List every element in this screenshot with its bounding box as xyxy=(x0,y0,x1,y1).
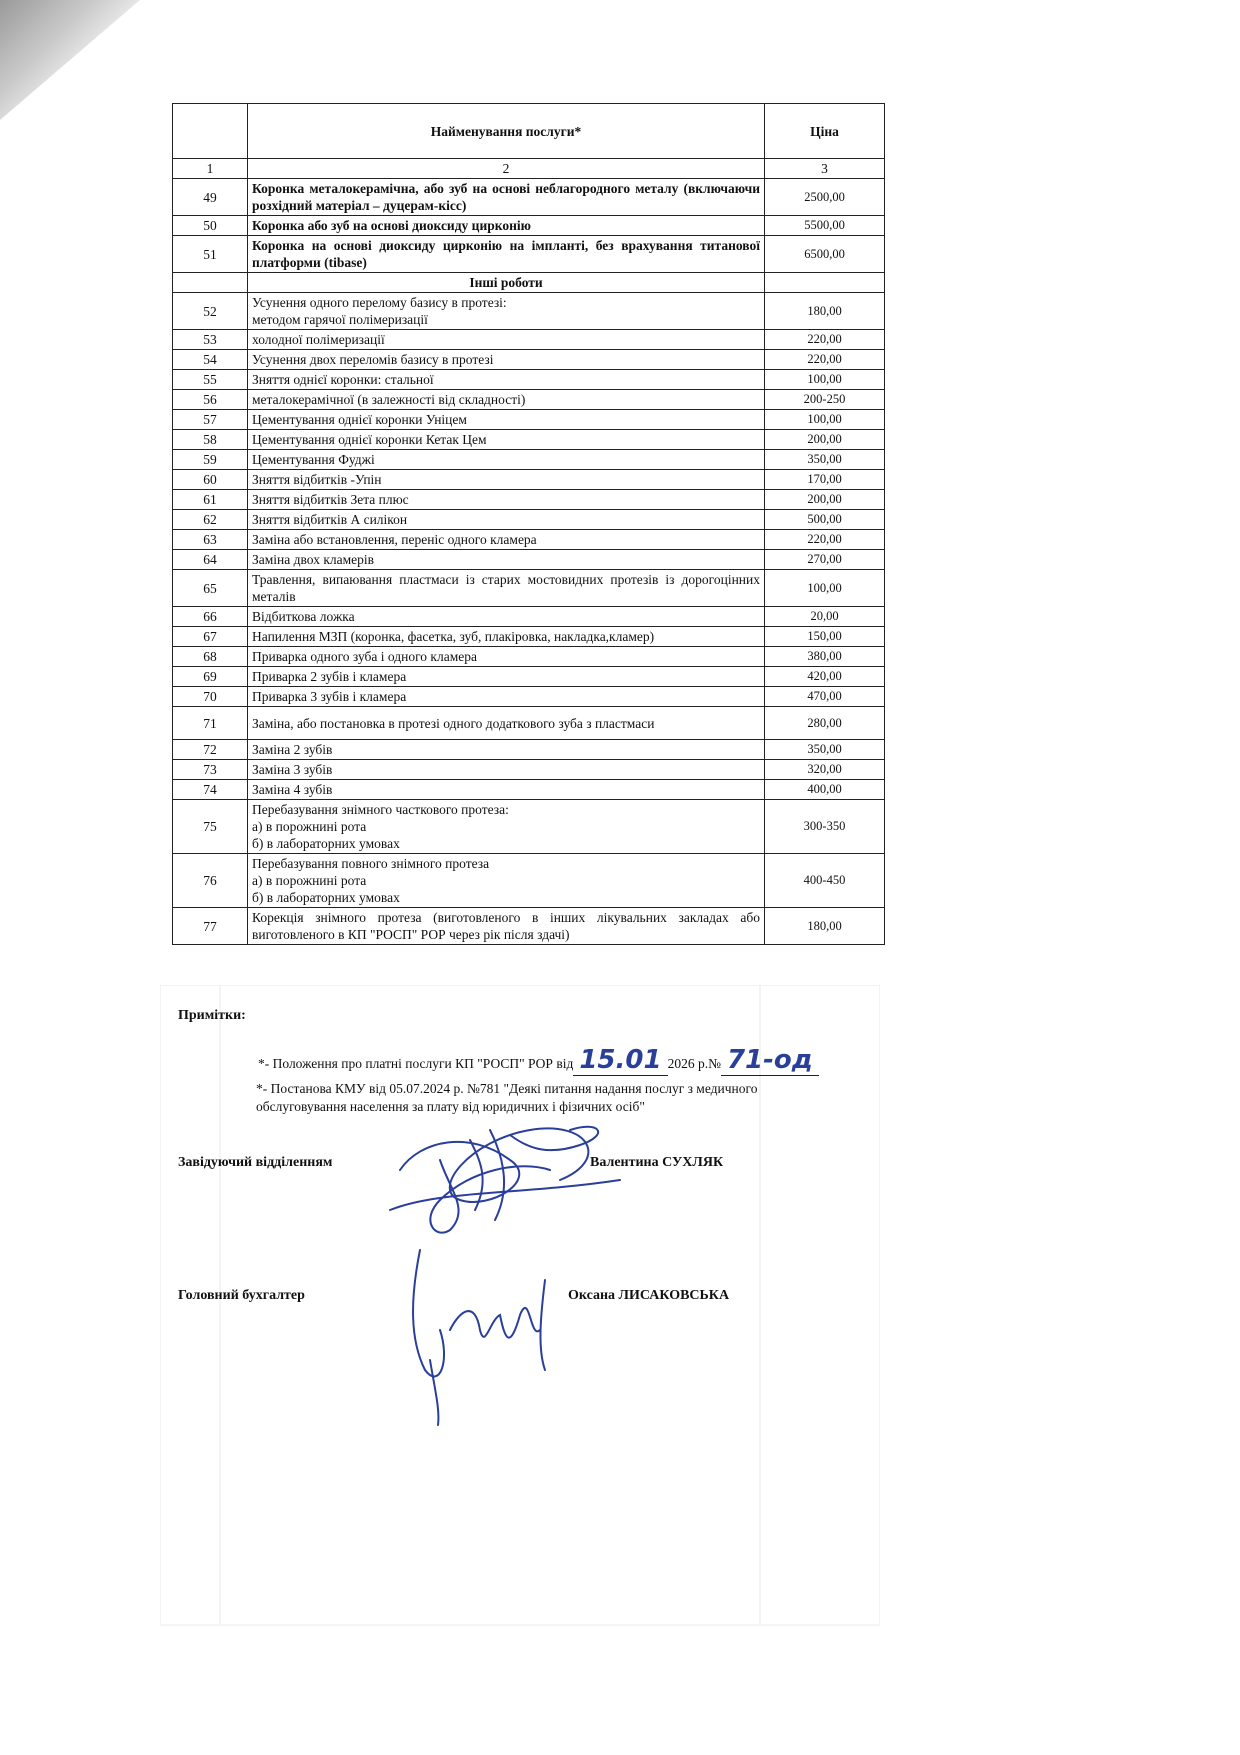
table-row xyxy=(173,330,885,350)
row-number: 69 xyxy=(173,667,248,687)
service-name: Заміна 2 зубів xyxy=(248,740,765,760)
service-name: Перебазування повного знімного протеза а) в порожнині рота б) в лабораторних умовах xyxy=(248,854,765,908)
service-price: 180,00 xyxy=(765,293,885,330)
service-price: 500,00 xyxy=(765,510,885,530)
service-price: 400-450 xyxy=(765,854,885,908)
bleed-through-ghost-table xyxy=(160,985,880,1635)
header-name-cell: Найменування послуги* xyxy=(248,104,765,159)
service-name: Напилення МЗП (коронка, фасетка, зуб, плакіровка, накладка,кламер) xyxy=(248,627,765,647)
price-table-body xyxy=(173,104,885,945)
column-number-2: 2 xyxy=(248,159,765,179)
service-price: 220,00 xyxy=(765,350,885,370)
row-number: 75 xyxy=(173,800,248,854)
table-row xyxy=(173,430,885,450)
service-name: Перебазування знімного часткового протеза: а) в порожнині рота б) в лабораторних умовах xyxy=(248,800,765,854)
service-price: 380,00 xyxy=(765,647,885,667)
service-price: 2500,00 xyxy=(765,179,885,216)
row-number: 52 xyxy=(173,293,248,330)
service-name: Коронка на основі диоксиду цирконію на імпланті, без врахування титанової платформи (tibase) xyxy=(248,236,765,273)
row-number: 65 xyxy=(173,570,248,607)
scanned-page-corner-fold xyxy=(0,0,140,120)
table-row xyxy=(173,216,885,236)
service-name: Зняття однієї коронки: стальної xyxy=(248,370,765,390)
row-number: 59 xyxy=(173,450,248,470)
service-price: 470,00 xyxy=(765,687,885,707)
table-row xyxy=(173,607,885,627)
section-price-cell xyxy=(765,273,885,293)
row-number: 55 xyxy=(173,370,248,390)
row-number: 66 xyxy=(173,607,248,627)
service-name: Заміна, або постановка в протезі одного додаткового зуба з пластмаси xyxy=(248,707,765,740)
table-row xyxy=(173,908,885,945)
table-row xyxy=(173,350,885,370)
service-name: Заміна 3 зубів xyxy=(248,760,765,780)
note-resolution: *- Постанова КМУ від 05.07.2024 р. №781 "Деякі питання надання послуг з медичного обслуговування населення за плату від юридичних і фізичних осіб" xyxy=(256,1081,758,1114)
notes-title: Примітки: xyxy=(178,1008,246,1023)
header-num-cell xyxy=(173,104,248,159)
table-row xyxy=(173,854,885,908)
service-price: 180,00 xyxy=(765,908,885,945)
service-price: 300-350 xyxy=(765,800,885,854)
row-number: 77 xyxy=(173,908,248,945)
table-row xyxy=(173,760,885,780)
table-row xyxy=(173,647,885,667)
service-price: 420,00 xyxy=(765,667,885,687)
service-price: 100,00 xyxy=(765,570,885,607)
chief-accountant-name: Оксана ЛИСАКОВСЬКА xyxy=(568,1288,730,1303)
column-number-3: 3 xyxy=(765,159,885,179)
row-number: 70 xyxy=(173,687,248,707)
service-name: Цементування однієї коронки Уніцем xyxy=(248,410,765,430)
service-price: 200-250 xyxy=(765,390,885,410)
table-row xyxy=(173,510,885,530)
service-name: Зняття відбитків А силікон xyxy=(248,510,765,530)
service-name: Усунення двох переломів базису в протезі xyxy=(248,350,765,370)
row-number: 76 xyxy=(173,854,248,908)
table-row xyxy=(173,550,885,570)
table-row xyxy=(173,370,885,390)
service-name: Заміна 4 зубів xyxy=(248,780,765,800)
row-number: 49 xyxy=(173,179,248,216)
service-name: холодної полімеризації xyxy=(248,330,765,350)
service-name: Травлення, випаювання пластмаси із старих мостовидних протезів із дорогоцінних металів xyxy=(248,570,765,607)
head-of-department-title: Завідуючий відділенням xyxy=(178,1155,333,1170)
service-name: Усунення одного перелому базису в протезі: методом гарячої полімеризації xyxy=(248,293,765,330)
row-number: 63 xyxy=(173,530,248,550)
table-header-row xyxy=(173,104,885,159)
service-name: Заміна двох кламерів xyxy=(248,550,765,570)
row-number: 64 xyxy=(173,550,248,570)
row-number: 71 xyxy=(173,707,248,740)
service-price: 150,00 xyxy=(765,627,885,647)
service-price: 350,00 xyxy=(765,450,885,470)
table-row xyxy=(173,470,885,490)
table-row xyxy=(173,410,885,430)
service-name: Зняття відбитків Зета плюс xyxy=(248,490,765,510)
service-name: металокерамічної (в залежності від складності) xyxy=(248,390,765,410)
service-name: Цементування однієї коронки Кетак Цем xyxy=(248,430,765,450)
row-number: 73 xyxy=(173,760,248,780)
note-regulation-year: 2026 р.№ xyxy=(667,1056,721,1071)
service-price: 170,00 xyxy=(765,470,885,490)
column-number-row xyxy=(173,159,885,179)
service-name: Відбиткова ложка xyxy=(248,607,765,627)
price-table xyxy=(172,103,885,945)
service-name: Зняття відбитків -Упін xyxy=(248,470,765,490)
service-price: 320,00 xyxy=(765,760,885,780)
service-price: 20,00 xyxy=(765,607,885,627)
table-row xyxy=(173,667,885,687)
service-price: 400,00 xyxy=(765,780,885,800)
table-row xyxy=(173,490,885,510)
service-name: Корекція знімного протеза (виготовленого в інших лікувальних закладах або виготовленого в КП "РОСП" РОР через рік після здачі) xyxy=(248,908,765,945)
handwritten-order-number: 71-од xyxy=(721,1045,819,1076)
row-number: 61 xyxy=(173,490,248,510)
header-price-cell: Ціна xyxy=(765,104,885,159)
table-row xyxy=(173,740,885,760)
row-number: 54 xyxy=(173,350,248,370)
handwritten-date: 15.01 xyxy=(573,1045,667,1076)
row-number: 74 xyxy=(173,780,248,800)
table-row xyxy=(173,570,885,607)
table-row xyxy=(173,800,885,854)
row-number: 72 xyxy=(173,740,248,760)
table-row xyxy=(173,780,885,800)
service-price: 220,00 xyxy=(765,530,885,550)
table-row xyxy=(173,530,885,550)
service-price: 6500,00 xyxy=(765,236,885,273)
table-row xyxy=(173,450,885,470)
head-of-department-name: Валентина СУХЛЯК xyxy=(590,1155,724,1170)
service-price: 220,00 xyxy=(765,330,885,350)
section-title: Інші роботи xyxy=(248,273,765,293)
table-row xyxy=(173,390,885,410)
row-number: 60 xyxy=(173,470,248,490)
service-name: Заміна або встановлення, переніс одного кламера xyxy=(248,530,765,550)
service-name: Приварка одного зуба і одного кламера xyxy=(248,647,765,667)
row-number: 62 xyxy=(173,510,248,530)
price-table-container xyxy=(172,103,884,945)
service-name: Коронка металокерамічна, або зуб на основі неблагородного металу (включаючи розхідний матеріал – дуцерам-кісс) xyxy=(248,179,765,216)
row-number: 57 xyxy=(173,410,248,430)
service-price: 270,00 xyxy=(765,550,885,570)
column-number-1: 1 xyxy=(173,159,248,179)
row-number: 50 xyxy=(173,216,248,236)
service-name: Коронка або зуб на основі диоксиду цирконію xyxy=(248,216,765,236)
section-num-cell xyxy=(173,273,248,293)
note-regulation-text: *- Положення про платні послуги КП "РОСП" РОР від xyxy=(258,1056,574,1071)
row-number: 51 xyxy=(173,236,248,273)
row-number: 67 xyxy=(173,627,248,647)
table-row xyxy=(173,179,885,216)
service-price: 200,00 xyxy=(765,430,885,450)
service-price: 200,00 xyxy=(765,490,885,510)
table-row xyxy=(173,687,885,707)
table-row xyxy=(173,293,885,330)
service-price: 5500,00 xyxy=(765,216,885,236)
service-price: 350,00 xyxy=(765,740,885,760)
row-number: 58 xyxy=(173,430,248,450)
row-number: 56 xyxy=(173,390,248,410)
service-name: Приварка 2 зубів і кламера xyxy=(248,667,765,687)
table-row xyxy=(173,707,885,740)
service-price: 100,00 xyxy=(765,410,885,430)
row-number: 68 xyxy=(173,647,248,667)
service-price: 100,00 xyxy=(765,370,885,390)
section-row xyxy=(173,273,885,293)
table-row xyxy=(173,627,885,647)
row-number: 53 xyxy=(173,330,248,350)
chief-accountant-title: Головний бухгалтер xyxy=(178,1288,305,1303)
table-row xyxy=(173,236,885,273)
service-name: Приварка 3 зубів і кламера xyxy=(248,687,765,707)
service-name: Цементування Фуджі xyxy=(248,450,765,470)
service-price: 280,00 xyxy=(765,707,885,740)
